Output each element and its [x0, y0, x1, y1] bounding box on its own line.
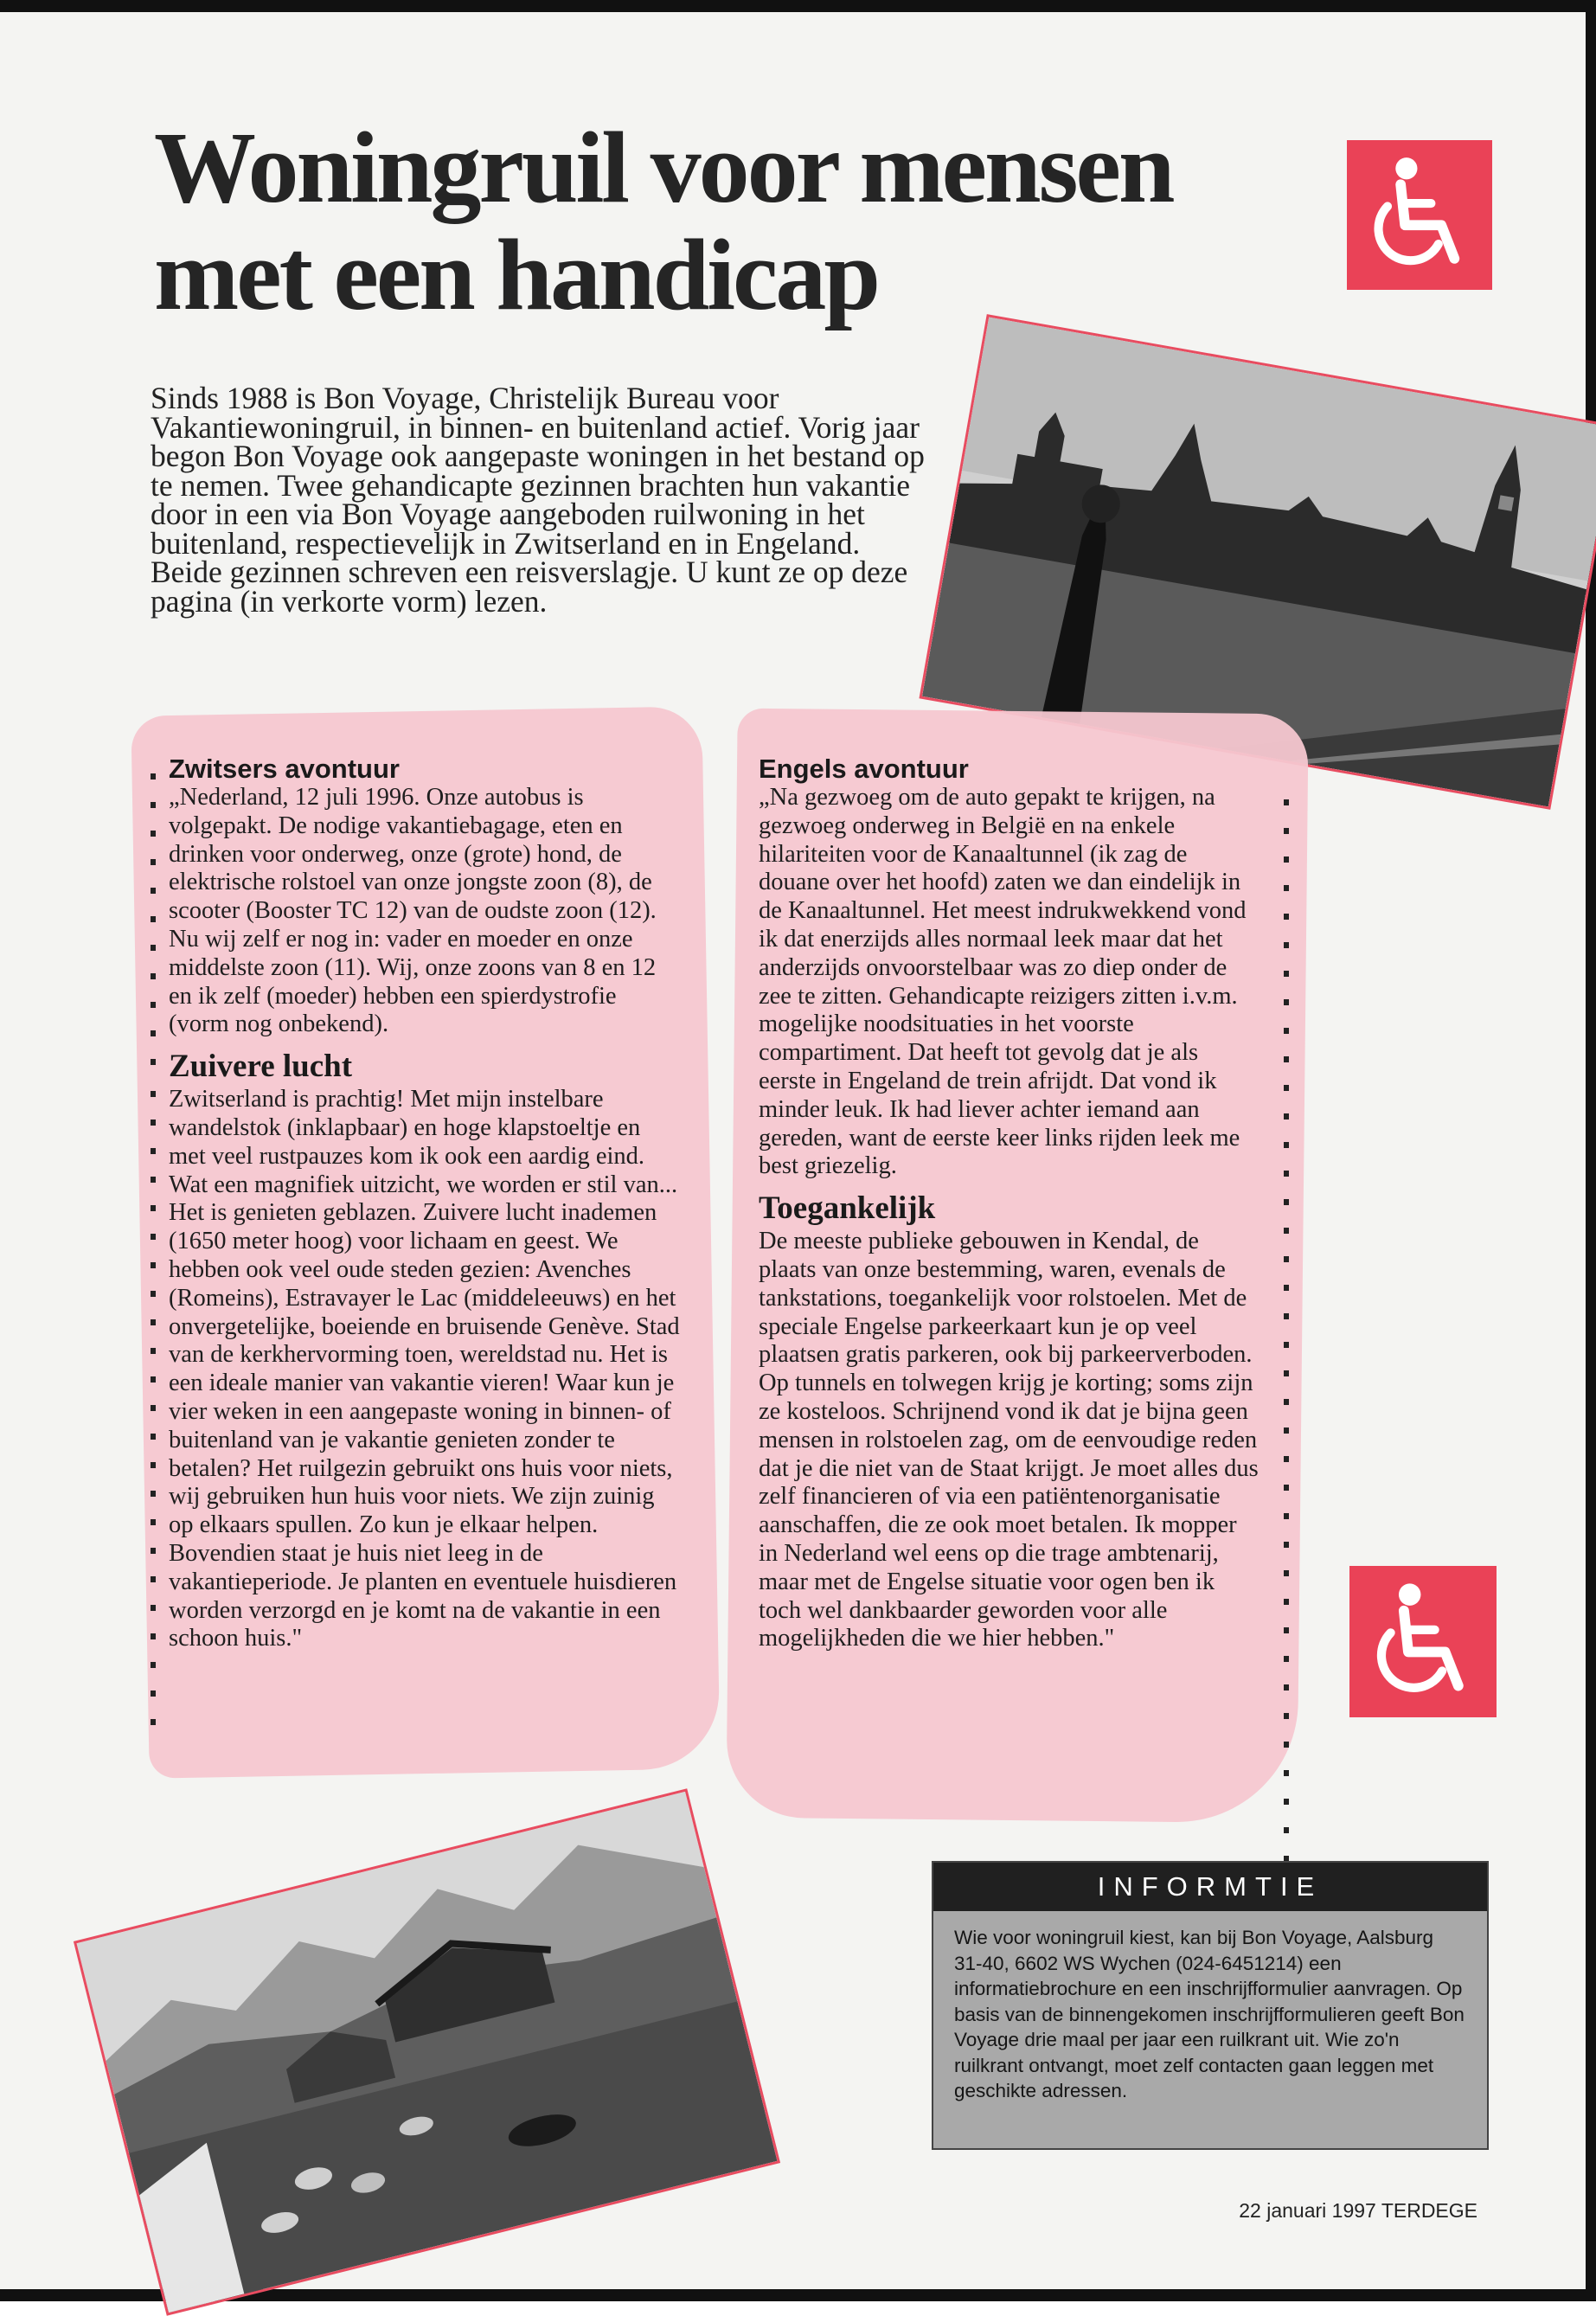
wheelchair-icon	[1349, 1566, 1497, 1717]
title-line-1: Woningruil voor mensen	[154, 111, 1173, 224]
info-box-title: INFORMTIE	[933, 1863, 1487, 1911]
right-text-2: De meeste publieke gebouwen in Kendal, de plaats van onze bestemming, waren, evenals de tankstations, toegankelijk voor rolstoelen. Met de speciale Engelse parkeerkaart kun je op veel plaatsen gratis parkeren, ook bij parkeerverboden. Op tunnels en tolwegen krijg je korting; soms zijn ze kosteloos. Schrijnend vond ik dat je bijna geen mensen in rolstoelen zag, om de eenvoudige reden dat je die niet van de Staat krijgt. Je moet alles dus zelf financieren of via een patiëntenorganisatie aanschaffen, die ze ook moet betalen. Ik mopper in Nederland wel eens op die trage ambtenarij, maar met de Engelse situatie voor ogen ben ik toch wel dankbaarder geworden voor alle mogelijkheden die we hier hebben."	[759, 1228, 1259, 1652]
intro-paragraph: Sinds 1988 is Bon Voyage, Christelijk Bureau voor Vakantiewoningruil, in binnen- en buitenland actief. Vorig jaar begon Bon Voyage ook aangepaste woningen in het bestand op te nemen. Twee gehandicapte gezinnen brachten hun vakantie door in een via Bon Voyage aangeboden ruilwoning in het buitenland, respectievelijk in Zwitserland en in Engeland. Beide gezinnen schreven een reisverslagje. U kunt ze op deze pagina (in verkorte vorm) lezen.	[151, 381, 925, 619]
heading-zuivere-lucht: Zuivere lucht	[169, 1049, 353, 1085]
page-footer: 22 januari 1997 TERDEGE	[1239, 2199, 1477, 2222]
right-column	[759, 754, 1259, 1653]
left-bullet-markers	[151, 773, 163, 1748]
info-box	[932, 1861, 1489, 2150]
info-box-body: Wie voor woningruil kiest, kan bij Bon Voyage, Aalsburg 31-40, 6602 WS Wychen (024-6451214) een informatiebrochure en een inschrijfformulier aanvragen. Op basis van de binnengekomen inschrijfformulieren geeft Bon Voyage drie maal per jaar een ruilkrant uit. Wie zo'n ruilkrant ontvangt, moet zelf contacten gaan leggen met geschikte adressen.	[954, 1927, 1465, 2101]
photo-swiss-alps	[74, 1788, 780, 2316]
heading-toegankelijk: Toegankelijk	[759, 1190, 936, 1227]
left-text-2: Zwitserland is prachtig! Met mijn instelbare wandelstok (inklapbaar) en hoge klapstoeltje en met veel rustpauzes kom ik ook een aardig eind. Wat een magnifiek uitzicht, we worden er stil van... Het is genieten geblazen. Zuivere lucht inademen (1650 meter hoog) voor lichaam en geest. We hebben ook veel oude steden gezien: Avenches (Romeins), Estravayer le Lac (middeleeuws) en het onvergetelijke, boeiende en bruisende Genève. Stad van de kerkhervorming toen, wereldstad nu. Het is een ideale manier van vakantie vieren! Waar kun je vier weken in een aangepaste woning in binnen- of buitenland van je vakantie genieten zonder te betalen? Het ruilgezin gebruikt ons huis voor niets, wij gebruiken hun huis voor niets. We zijn zuinig op elkaars spullen. Zo kun je elkaar helpen. Bovendien staat je huis niet leeg in de vakantieperiode. Je planten en eventuele huisdieren worden verzorgd en je komt na de vakantie in een schoon huis."	[169, 1086, 680, 1652]
right-bullet-markers	[1284, 799, 1296, 1913]
heading-zwitsers-avontuur: Zwitsers avontuur	[169, 754, 400, 784]
title-line-2: met een handicap	[154, 218, 878, 331]
article-title	[154, 111, 1192, 331]
left-column	[169, 754, 681, 1653]
heading-engels-avontuur: Engels avontuur	[759, 754, 969, 784]
wheelchair-icon	[1347, 140, 1492, 290]
left-text-1: „Nederland, 12 juli 1996. Onze autobus is volgepakt. De nodige vakantiebagage, eten en drinken voor onderweg, onze (grote) hond, de elektrische rolstoel van onze jongste zoon (8), de scooter (Booster TC 12) van de oudste zoon (12). Nu wij zelf er nog in: vader en moeder en onze middelste zoon (11). Wij, onze zoons van 8 en 12 en ik zelf (moeder) hebben een spierdystrofie (vorm nog onbekend).	[169, 784, 657, 1038]
right-text-1: „Na gezwoeg om de auto gepakt te krijgen, na gezwoeg onderweg in België en na enkele hilariteiten voor de Kanaaltunnel (ik zag de douane over het hoofd) zaten we dan eindelijk in de Kanaaltunnel. Het meest indrukwekkend vond ik dat enerzijds alles normaal leek maar dat het anderzijds onvoorstelbaar was zo diep onder de zee te zitten. Gehandicapte reizigers zitten i.v.m. mogelijke noodsituaties in het voorste compartiment. Dat heeft tot gevolg dat je als eerste in Engeland de trein afrijdt. Dat vond ik minder leuk. Ik had liever achter iemand aan gereden, want de eerste keer links rijden leek me best griezelig.	[759, 784, 1247, 1180]
